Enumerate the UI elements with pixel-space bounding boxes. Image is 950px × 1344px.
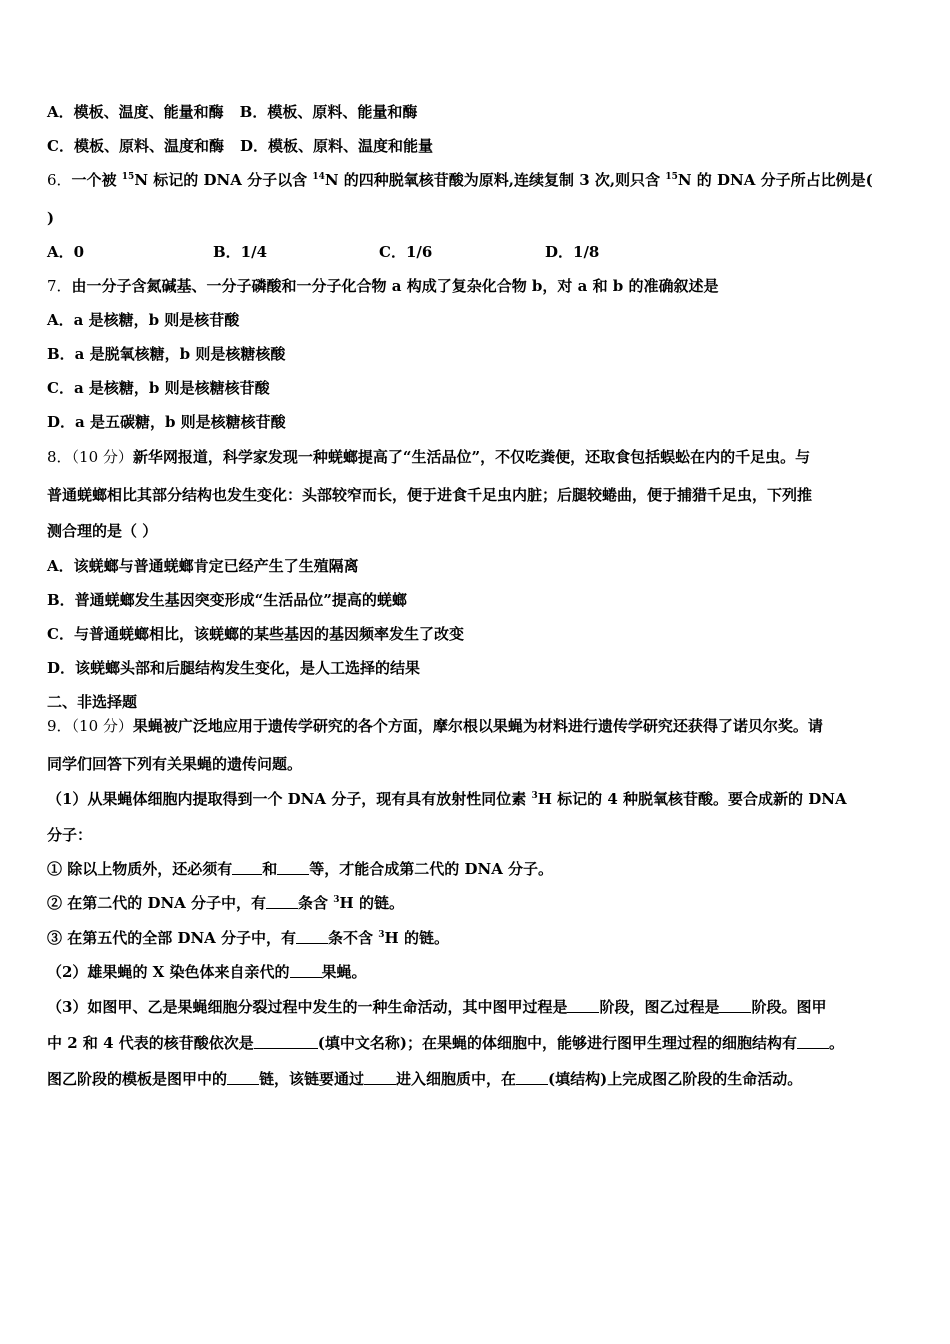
answer-blank[interactable] (232, 860, 262, 875)
q8-stem-line2: 普通蜣螂相比其部分结构也发生变化：头部较窄而长，便于进食千足虫内脏；后腿较蜷曲，便于捕猎千足虫，下列推 (47, 486, 813, 504)
q6-close-paren: ) (47, 209, 55, 227)
q5-option-c: C．模板、原料、温度和酶 (47, 137, 224, 155)
q6-sup-14: 14 (312, 172, 325, 182)
answer-blank[interactable] (516, 1070, 548, 1085)
q9-sub1-text-b: 和 (262, 860, 278, 878)
q6-sup-15: 15 (121, 172, 135, 182)
answer-blank[interactable] (567, 998, 599, 1013)
answer-blank[interactable] (364, 1070, 396, 1085)
q5-options-row2 (47, 136, 433, 156)
q8-option-d: D．该蜣螂头部和后腿结构发生变化，是人工选择的结果 (47, 659, 421, 677)
q9-part3-line3 (47, 1069, 802, 1089)
q5-option-d: D．模板、原料、温度和能量 (239, 137, 433, 155)
q6-stem-text-c: N 的四种脱氧核苷酸为原料,连续复制 3 次,则只含 (324, 171, 661, 189)
q6-stem-text-b: N 标记的 DNA 分子以含 (134, 171, 308, 189)
q8-stem-line1 (47, 447, 810, 467)
q9-part2-text-a: （2）雄果蝇的 X 染色体来自亲代的 (47, 963, 290, 981)
q9-sub2-text-a: ② 在第二代的 DNA 分子中，有 (47, 894, 267, 912)
q9-stem-line2: 同学们回答下列有关果蝇的遗传问题。 (47, 755, 303, 773)
q9-sub2-sup: 3 (333, 895, 340, 905)
q6-option-d: D．1/8 (545, 243, 600, 261)
q7-option-d: D．a 是五碳糖，b 则是核糖核苷酸 (47, 413, 286, 431)
q8-option-c: C．与普通蜣螂相比，该蜣螂的某些基因的基因频率发生了改变 (47, 625, 464, 643)
q6-option-c: C．1/6 (379, 243, 433, 261)
q9-part3-text-e: (填中文名称)；在果蝇的体细胞中，能够进行图甲生理过程的细胞结构有 (317, 1034, 797, 1052)
q7-stem-text: 由一分子含氮碱基、一分子磷酸和一分子化合物 a 构成了复杂化合物 b，对 a 和 b 的准确叙述是 (71, 277, 719, 295)
q6-options (47, 242, 599, 262)
q9-part3-text-f: 。 (828, 1034, 844, 1052)
q7-option-c: C．a 是核糖，b 则是核糖核苷酸 (47, 379, 270, 397)
q8-option-b: B．普通蜣螂发生基因突变形成“生活品位”提高的蜣螂 (47, 591, 407, 609)
answer-blank[interactable] (227, 1070, 259, 1085)
q9-part1-text-a: （1）从果蝇体细胞内提取得到一个 DNA 分子，现有具有放射性同位素 (47, 790, 527, 808)
q9-part3-text-g: 图乙阶段的模板是图甲中的 (47, 1070, 228, 1088)
q8-number: 8．（10 分） (47, 448, 133, 466)
q6-sup-15b: 15 (665, 172, 678, 182)
q8-option-a: A．该蜣螂与普通蜣螂肯定已经产生了生殖隔离 (47, 557, 359, 575)
answer-blank[interactable] (290, 963, 322, 978)
q9-sub1-text-a: ① 除以上物质外，还必须有 (47, 860, 233, 878)
q9-part3-text-j: (填结构)上完成图乙阶段的生命活动。 (548, 1070, 803, 1088)
q5-options-row1 (47, 102, 417, 122)
q7-option-a: A．a 是核糖，b 则是核苷酸 (47, 311, 240, 329)
q7-stem (47, 276, 719, 296)
q9-sub3-text-a: ③ 在第五代的全部 DNA 分子中，有 (47, 929, 297, 947)
q9-stem-line1 (47, 716, 823, 736)
q9-sub2-text-c: H 的链。 (339, 894, 404, 912)
q9-sub3-text-b: 条不含 (328, 929, 374, 947)
q6-option-b: B．1/4 (213, 243, 268, 261)
q9-part3-text-a: （3）如图甲、乙是果蝇细胞分裂过程中发生的一种生命活动，其中图甲过程是 (47, 998, 568, 1016)
q6-stem-text-d: N 的 DNA 分子所占比例是( (677, 171, 873, 189)
q6-option-a: A．0 (47, 243, 85, 261)
q9-part2-text-b: 果蝇。 (321, 963, 367, 981)
section-title: 二、非选择题 (47, 693, 138, 711)
q6-stem-text-a: 一个被 (71, 171, 117, 189)
q9-sub3-text-c: H 的链。 (384, 929, 449, 947)
q9-number: 9．（10 分） (47, 717, 133, 735)
q7-number: 7． (47, 277, 72, 295)
q9-sub1-text-c: 等，才能合成第二代的 DNA 分子。 (309, 860, 554, 878)
q8-line1-text: 新华网报道，科学家发现一种蜣螂提高了“生活品位”，不仅吃粪便，还取食包括蜈蚣在内的千足虫。与 (132, 448, 811, 466)
q9-sub3-sup: 3 (378, 930, 385, 940)
answer-blank[interactable] (719, 998, 751, 1013)
q7-option-b: B．a 是脱氧核糖，b 则是核糖核酸 (47, 345, 286, 363)
q9-sub2-text-b: 条含 (298, 894, 329, 912)
q9-part3-line2 (47, 1033, 844, 1053)
answer-blank[interactable] (296, 929, 328, 944)
q9-line1-text: 果蝇被广泛地应用于遗传学研究的各个方面，摩尔根以果蝇为材料进行遗传学研究还获得了诺贝尔奖。请 (132, 717, 823, 735)
q9-part1-line2: 分子： (47, 826, 93, 844)
q5-option-b: B．模板、原料、能量和酶 (239, 103, 418, 121)
q6-stem-close (47, 208, 54, 228)
q9-part1-line1 (47, 789, 847, 809)
answer-blank[interactable] (254, 1034, 318, 1049)
q9-part1-text-b: H 标记的 4 种脱氧核苷酸。要合成新的 DNA (537, 790, 847, 808)
q9-sub1 (47, 859, 553, 879)
q9-part3-text-b: 阶段，图乙过程是 (599, 998, 720, 1016)
q9-part3-line1 (47, 997, 826, 1017)
q9-sub2 (47, 893, 404, 913)
answer-blank[interactable] (277, 860, 309, 875)
q9-part3-text-h: 链，该链要通过 (259, 1070, 365, 1088)
q6-number: 6． (47, 171, 72, 189)
q9-part3-text-c: 阶段。图甲 (751, 998, 827, 1016)
q9-part3-text-i: 进入细胞质中，在 (396, 1070, 517, 1088)
q9-part1-sup: 3 (531, 791, 538, 801)
q9-part3-text-d: 中 2 和 4 代表的核苷酸依次是 (47, 1034, 254, 1052)
answer-blank[interactable] (266, 894, 298, 909)
q9-sub3 (47, 928, 449, 948)
q6-stem (47, 170, 873, 190)
q5-option-a: A．模板、温度、能量和酶 (47, 103, 224, 121)
q8-stem-line3: 测合理的是（ ） (47, 522, 158, 540)
q9-part2 (47, 962, 367, 982)
answer-blank[interactable] (797, 1034, 829, 1049)
